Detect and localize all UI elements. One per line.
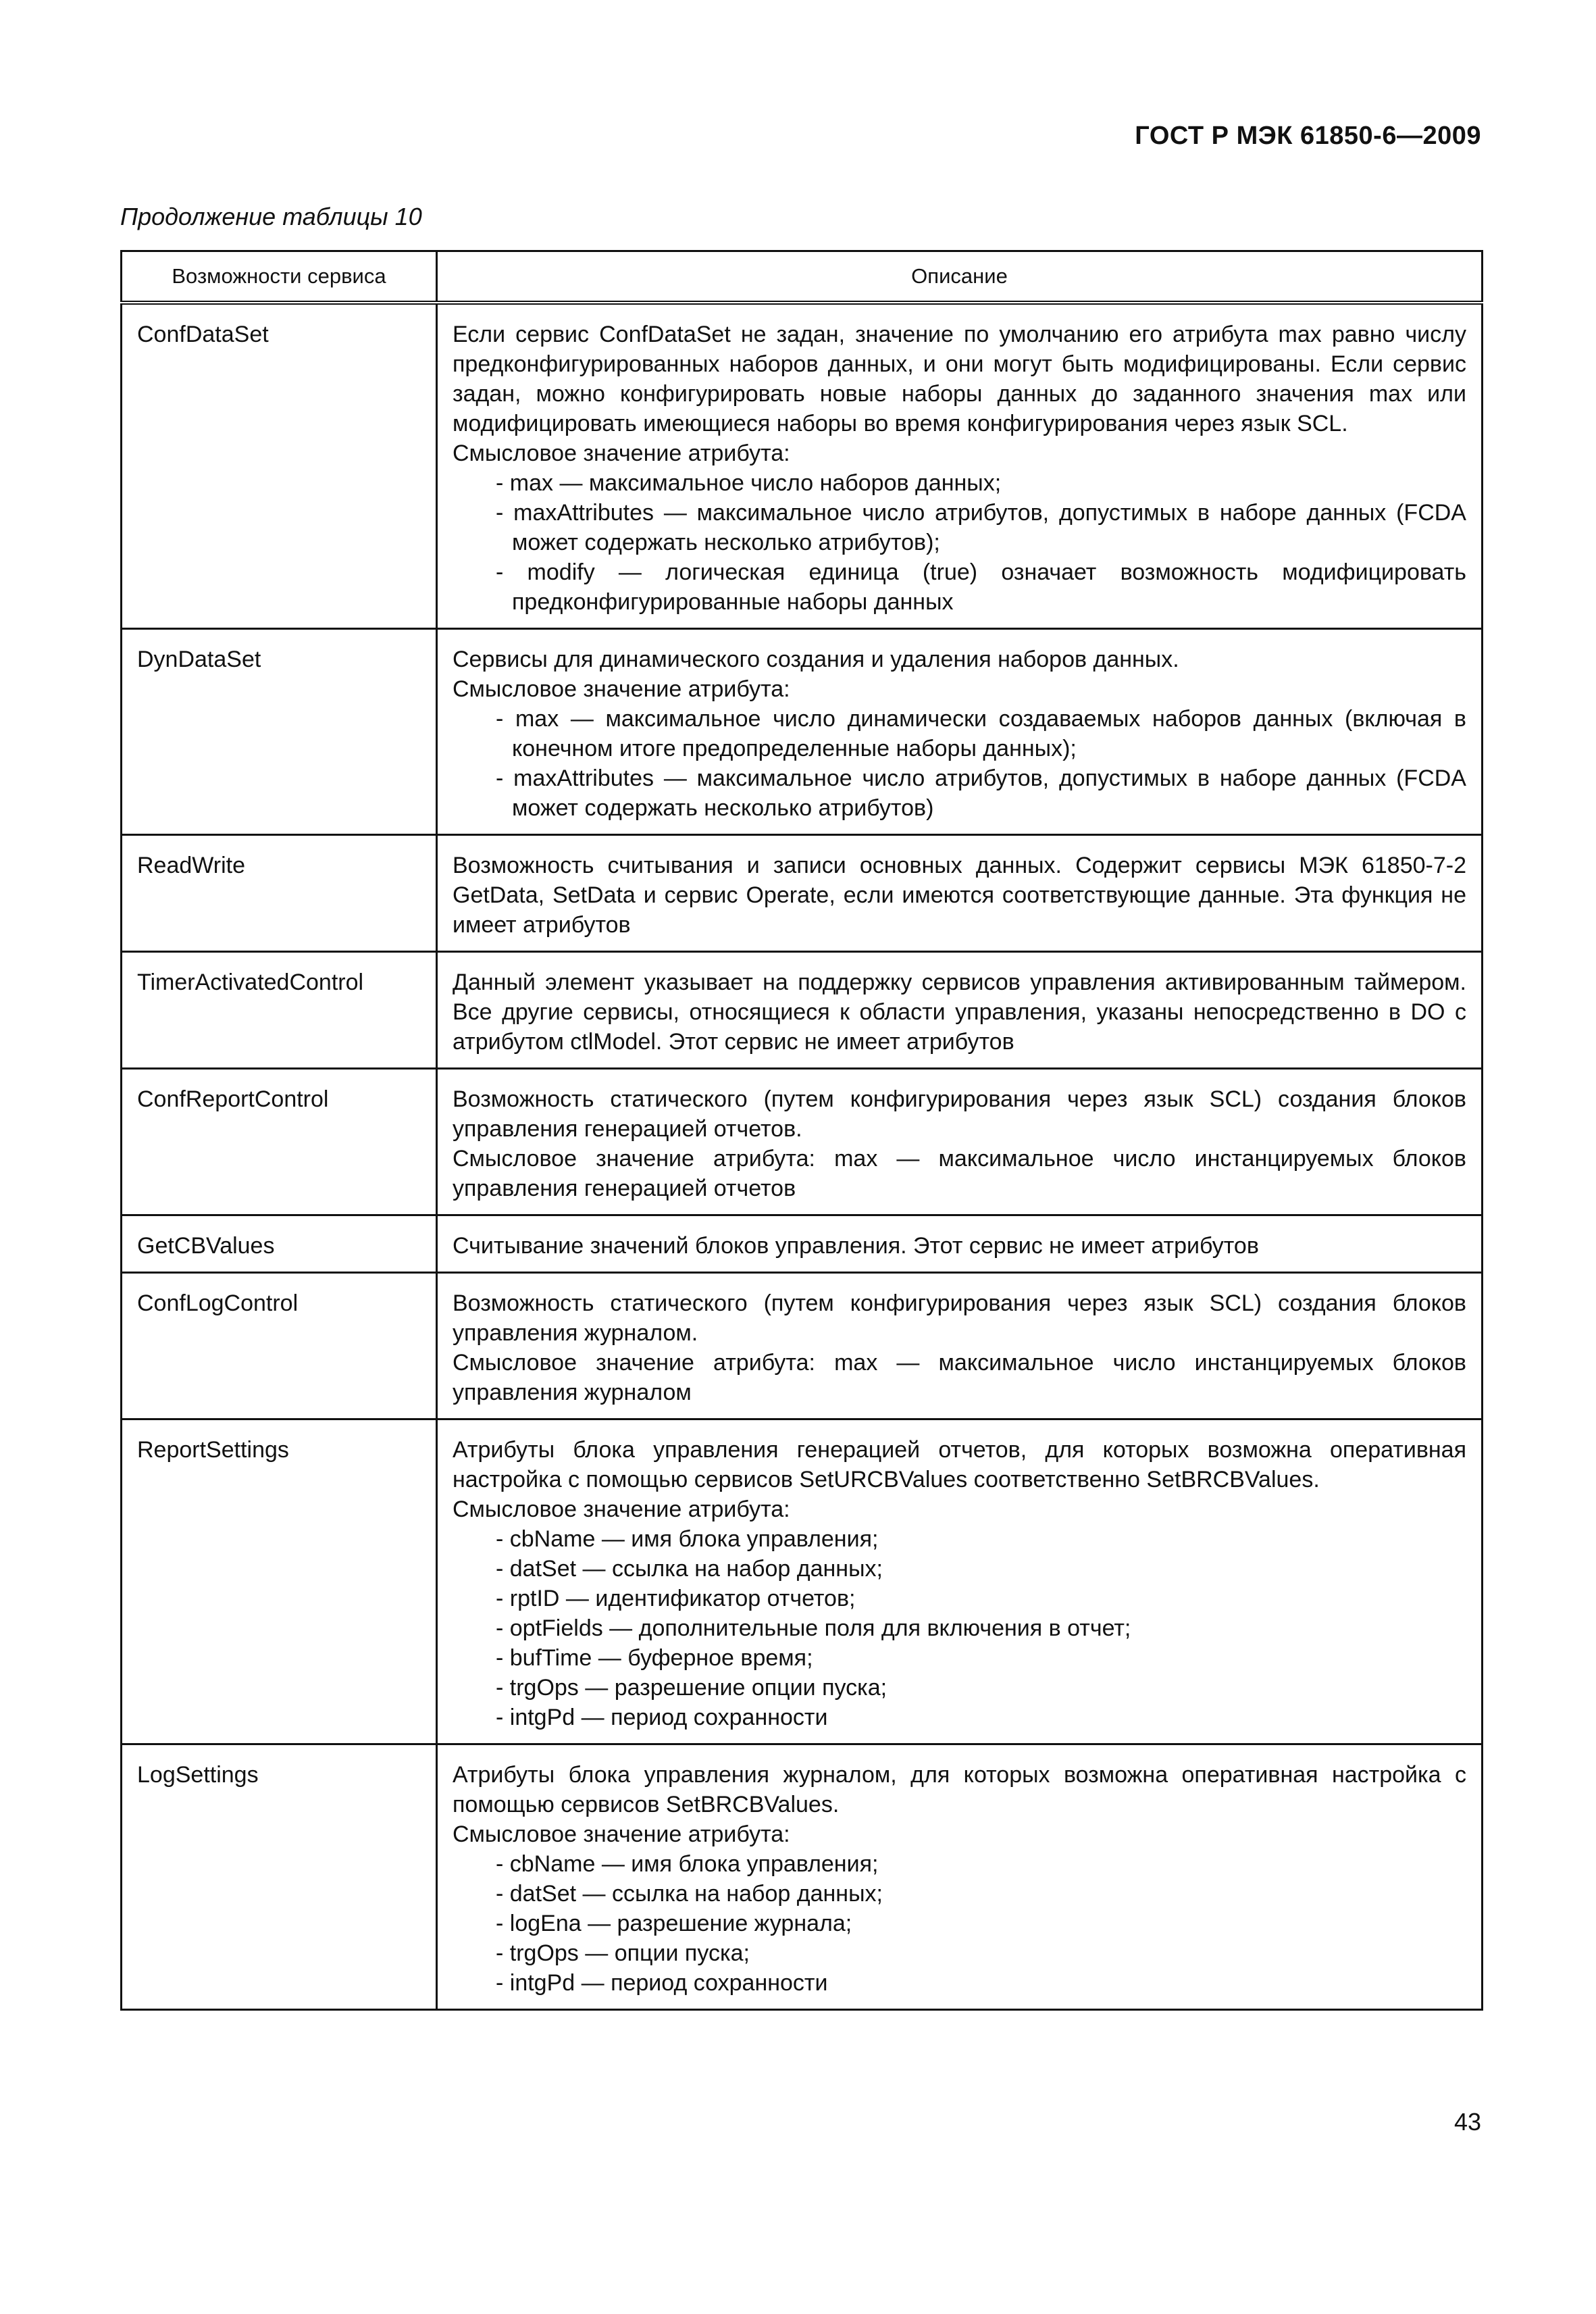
service-name-cell: ConfLogControl (122, 1273, 437, 1419)
document-code: ГОСТ Р МЭК 61850-6—2009 (1135, 122, 1481, 150)
attribute-list-item: - max — максимальное число динамически создаваемых наборов данных (включая в конечном итоге предопределенные наборы данных); (496, 706, 1466, 761)
description-line: Если сервис ConfDataSet не задан, значение по умолчанию его атрибута max равно числу предконфигурированных наборов данных, и они могут быть модифицированы. Если сервис задан, можно конфигурировать новые наборы данных до заданного значения max или модифицировать имеющиеся наборы во время конфигурирования через язык SCL. (453, 322, 1466, 436)
service-name-cell: TimerActivatedControl (122, 952, 437, 1069)
table-row (122, 1419, 1483, 1744)
description-line: Смысловое значение атрибута: max — максимальное число инстанцируемых блоков управления генерацией отчетов (453, 1146, 1466, 1201)
description-line: Смысловое значение атрибута: max — максимальное число инстанцируемых блоков управления журналом (453, 1350, 1466, 1405)
attribute-list-item: - maxAttributes — максимальное число атрибутов, допустимых в наборе данных (FCDA может содержать несколько атрибутов); (496, 500, 1466, 555)
table-row (122, 1273, 1483, 1419)
table-row (122, 835, 1483, 952)
description-line: Атрибуты блока управления журналом, для которых возможна оперативная настройка с помощью сервисов SetBRCBValues. (453, 1762, 1466, 1817)
service-name-cell: LogSettings (122, 1744, 437, 2010)
description-cell (437, 1744, 1483, 2010)
description-line: Смысловое значение атрибута: (453, 676, 790, 702)
attribute-list-item: - cbName — имя блока управления; (496, 1851, 879, 1877)
attribute-list-item: - trgOps — опции пуска; (496, 1940, 750, 1966)
description-line: Смысловое значение атрибута: (453, 1821, 790, 1847)
table-row (122, 952, 1483, 1069)
table-row (122, 303, 1483, 629)
service-name-cell: DynDataSet (122, 629, 437, 835)
description-cell (437, 1069, 1483, 1215)
attribute-list-item: - optFields — дополнительные поля для включения в отчет; (496, 1615, 1131, 1641)
table-row (122, 1744, 1483, 2010)
service-name-cell: GetCBValues (122, 1215, 437, 1273)
page-number: 43 (1453, 2108, 1481, 2136)
attribute-list-item: - maxAttributes — максимальное число атрибутов, допустимых в наборе данных (FCDA может содержать несколько атрибутов) (496, 765, 1466, 821)
description-cell (437, 835, 1483, 952)
service-name-cell: ReadWrite (122, 835, 437, 952)
description-cell (437, 1215, 1483, 1273)
description-line: Смысловое значение атрибута: (453, 441, 790, 466)
description-line: Возможность статического (путем конфигурирования через язык SCL) создания блоков управления журналом. (453, 1290, 1466, 1346)
attribute-list-item: - datSet — ссылка на набор данных; (496, 1556, 883, 1582)
table-header-row (122, 251, 1483, 303)
table-caption: Продолжение таблицы 10 (120, 203, 422, 230)
table-row (122, 1215, 1483, 1273)
description-line: Возможность статического (путем конфигурирования через язык SCL) создания блоков управления генерацией отчетов. (453, 1086, 1466, 1142)
description-cell (437, 629, 1483, 835)
description-line: Атрибуты блока управления генерацией отчетов, для которых возможна оперативная настройка с помощью сервисов SetURCBValues соответственно SetBRCBValues. (453, 1437, 1466, 1492)
column-header-service: Возможности сервиса (122, 251, 437, 303)
attribute-list-item: - logEna — разрешение журнала; (496, 1911, 852, 1936)
column-header-description: Описание (437, 251, 1483, 303)
description-line: Смысловое значение атрибута: (453, 1496, 790, 1522)
description-line: Данный элемент указывает на поддержку сервисов управления активированным таймером. Все другие сервисы, относящиеся к области управления, указаны непосредственно в DO с атрибутом ctlModel. Этот сервис не имеет атрибутов (453, 970, 1466, 1055)
attribute-list-item: - trgOps — разрешение опции пуска; (496, 1675, 887, 1701)
description-cell (437, 1419, 1483, 1744)
attribute-list-item: - intgPd — период сохранности (496, 1705, 828, 1730)
description-line: Сервисы для динамического создания и удаления наборов данных. (453, 647, 1179, 672)
description-line: Возможность считывания и записи основных данных. Содержит сервисы МЭК 61850-7-2 GetData, SetData и сервис Operate, если имеются соответствующие данные. Эта функция не имеет атрибутов (453, 853, 1466, 938)
service-name-cell: ReportSettings (122, 1419, 437, 1744)
service-name-cell: ConfDataSet (122, 303, 437, 629)
attribute-list-item: - intgPd — период сохранности (496, 1970, 828, 1996)
attribute-list-item: - datSet — ссылка на набор данных; (496, 1881, 883, 1907)
attribute-list-item: - bufTime — буферное время; (496, 1645, 813, 1671)
description-line: Считывание значений блоков управления. Этот сервис не имеет атрибутов (453, 1233, 1259, 1259)
description-cell (437, 952, 1483, 1069)
table-row (122, 629, 1483, 835)
table-row (122, 1069, 1483, 1215)
description-cell (437, 1273, 1483, 1419)
service-name-cell: ConfReportControl (122, 1069, 437, 1215)
table-body (122, 303, 1483, 2010)
description-cell (437, 303, 1483, 629)
attribute-list-item: - rptID — идентификатор отчетов; (496, 1586, 856, 1611)
attribute-list-item: - max — максимальное число наборов данных; (496, 470, 1002, 496)
services-table (120, 250, 1483, 2011)
attribute-list-item: - cbName — имя блока управления; (496, 1526, 879, 1552)
attribute-list-item: - modify — логическая единица (true) означает возможность модифицировать предконфигурированные наборы данных (496, 559, 1466, 615)
